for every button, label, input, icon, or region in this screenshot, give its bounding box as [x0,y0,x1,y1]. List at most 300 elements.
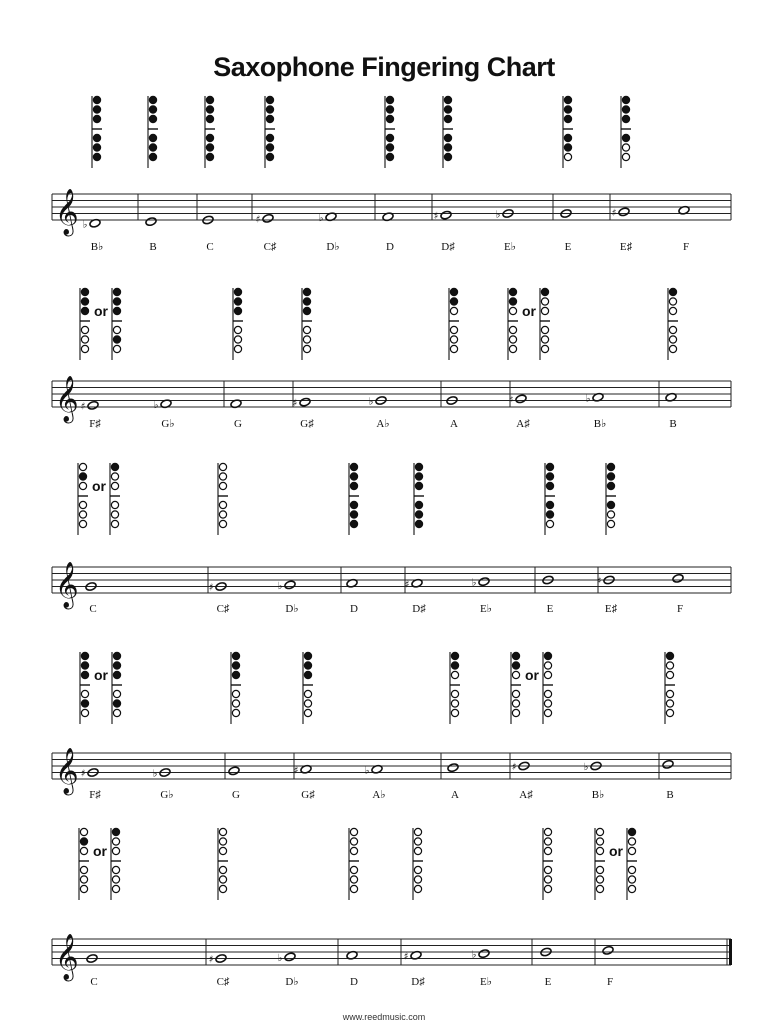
tone-hole [546,473,553,480]
flat-sign-icon: ♭ [585,393,591,405]
tone-hole [666,652,673,659]
tone-hole [509,326,516,333]
tone-hole [81,671,88,678]
tone-hole [350,838,357,845]
note-label: F♯ [89,789,101,801]
tone-hole [386,153,393,160]
flat-sign-icon: ♭ [152,768,158,780]
tone-hole [234,298,241,305]
tone-hole [544,700,551,707]
tone-hole [219,866,226,873]
tone-hole [81,652,88,659]
tone-hole [541,345,548,352]
note-label: E♭ [504,241,516,253]
whole-note [145,217,157,227]
tone-hole [113,336,120,343]
tone-hole [350,501,357,508]
tone-hole [386,134,393,141]
tone-hole [93,115,100,122]
tone-hole [219,885,226,892]
tone-hole [564,115,571,122]
tone-hole [512,652,519,659]
tone-hole [219,520,226,527]
tone-hole [596,885,603,892]
tone-hole [219,511,226,518]
tone-hole [112,885,119,892]
tone-hole [544,828,551,835]
tone-hole [628,876,635,883]
flat-sign-icon: ♭ [368,396,374,408]
whole-note [672,574,684,584]
tone-hole [541,336,548,343]
note-label: E [544,976,552,988]
tone-hole [234,307,241,314]
tone-hole [512,690,519,697]
tone-hole [414,847,421,854]
staff-row [52,463,731,615]
sharp-sign-icon: ♯ [208,582,214,594]
tone-hole [149,115,156,122]
tone-hole [81,690,88,697]
tone-hole [79,511,86,518]
tone-hole [509,288,516,295]
tone-hole [350,828,357,835]
tone-hole [415,520,422,527]
fingering-diagram [443,96,453,168]
tone-hole [81,288,88,295]
tone-hole [544,709,551,716]
tone-hole [113,326,120,333]
tone-hole [622,115,629,122]
tone-hole [666,690,673,697]
tone-hole [546,463,553,470]
note-label: G♭ [160,789,174,801]
whole-note [478,577,490,587]
tone-hole [607,511,614,518]
note-label: E♯ [604,603,618,615]
tone-hole [80,885,87,892]
tone-hole [112,847,119,854]
tone-hole [219,463,226,470]
or-label: or [92,478,106,494]
note-label: A♯ [519,789,533,801]
tone-hole [350,511,357,518]
or-label: or [94,303,108,319]
tone-hole [628,847,635,854]
tone-hole [544,885,551,892]
tone-hole [93,96,100,103]
tone-hole [303,298,310,305]
tone-hole [444,153,451,160]
tone-hole [415,482,422,489]
fingering-diagram [148,96,158,168]
page-title: Saxophone Fingering Chart [213,52,555,82]
tone-hole [544,866,551,873]
tone-hole [414,876,421,883]
tone-hole [93,106,100,113]
tone-hole [112,828,119,835]
fingering-diagram [450,652,460,724]
note-label: F [676,603,684,615]
tone-hole [113,652,120,659]
staff-row [52,96,731,253]
note-label: A [450,418,458,430]
note-label: B [666,789,674,801]
fingering-diagram [511,652,521,724]
tone-hole [628,885,635,892]
tone-hole [541,288,548,295]
tone-hole [669,345,676,352]
tone-hole [79,473,86,480]
treble-clef-icon: 𝄞 [55,934,79,980]
tone-hole [414,828,421,835]
tone-hole [622,96,629,103]
note-label: G♯ [300,418,314,430]
fingering-diagram [385,96,395,168]
note-label: E♯ [619,241,633,253]
note-label: G♯ [301,789,315,801]
whole-note [478,949,490,959]
tone-hole [415,463,422,470]
tone-hole [512,662,519,669]
note-label: A [451,789,459,801]
tone-hole [113,709,120,716]
tone-hole [304,662,311,669]
or-label: or [609,843,623,859]
sharp-sign-icon: ♯ [292,398,298,410]
tone-hole [232,652,239,659]
tone-hole [149,106,156,113]
tone-hole [206,96,213,103]
tone-hole [509,345,516,352]
treble-clef-icon: 𝄞 [55,748,79,794]
flat-sign-icon: ♭ [277,952,283,964]
tone-hole [219,501,226,508]
tone-hole [596,828,603,835]
footer-url: www.reedmusic.com [342,1012,426,1022]
tone-hole [444,106,451,113]
fingering-diagram [449,288,459,360]
tone-hole [111,511,118,518]
tone-hole [666,709,673,716]
flat-sign-icon: ♭ [153,399,159,411]
tone-hole [544,838,551,845]
tone-hole [93,153,100,160]
tone-hole [80,828,87,835]
tone-hole [596,866,603,873]
tone-hole [669,307,676,314]
tone-hole [386,106,393,113]
tone-hole [304,690,311,697]
note-label: C [89,603,97,615]
note-label: D♯ [441,241,455,253]
note-label: C [206,241,214,253]
tone-hole [451,652,458,659]
tone-hole [509,307,516,314]
fingering-diagram [545,463,555,535]
tone-hole [232,690,239,697]
tone-hole [234,326,241,333]
tone-hole [564,144,571,151]
or-label: or [522,303,536,319]
tone-hole [206,106,213,113]
tone-hole [113,662,120,669]
tone-hole [350,876,357,883]
tone-hole [450,326,457,333]
tone-hole [444,134,451,141]
fingering-diagram [92,96,102,168]
whole-note [299,397,311,407]
whole-note [262,214,274,224]
flat-sign-icon: ♭ [364,765,370,777]
fingering-diagram [80,652,90,724]
tone-hole [415,473,422,480]
tone-hole [544,847,551,854]
fingering-diagram [111,828,121,900]
tone-hole [669,326,676,333]
tone-hole [607,501,614,508]
whole-note [228,766,240,776]
tone-hole [81,700,88,707]
tone-hole [546,501,553,508]
note-label: B♭ [591,789,605,801]
tone-hole [544,652,551,659]
tone-hole [111,473,118,480]
fingering-diagram [218,463,228,535]
tone-hole [206,153,213,160]
tone-hole [304,709,311,716]
tone-hole [266,153,273,160]
tone-hole [303,345,310,352]
whole-note [87,401,99,411]
fingering-diagram [540,288,550,360]
flat-sign-icon: ♭ [495,209,501,221]
note-label: G♭ [161,418,175,430]
note-label: G [234,418,242,430]
tone-hole [113,345,120,352]
tone-hole [113,671,120,678]
fingering-diagram [231,652,241,724]
tone-hole [79,501,86,508]
tone-hole [450,307,457,314]
tone-hole [596,838,603,845]
tone-hole [234,336,241,343]
tone-hole [266,106,273,113]
fingering-diagram [414,463,424,535]
tone-hole [666,700,673,707]
whole-note [284,952,296,962]
note-label: C♯ [216,976,230,988]
note-label: A♭ [376,418,390,430]
note-label: D♭ [326,241,340,253]
tone-hole [111,482,118,489]
tone-hole [546,511,553,518]
tone-hole [607,520,614,527]
tone-hole [666,671,673,678]
tone-hole [444,96,451,103]
note-label: B [149,241,157,253]
tone-hole [512,700,519,707]
tone-hole [304,700,311,707]
tone-hole [628,828,635,835]
tone-hole [206,115,213,122]
tone-hole [622,134,629,141]
tone-hole [113,690,120,697]
whole-note [515,394,527,404]
tone-hole [206,144,213,151]
tone-hole [81,662,88,669]
tone-hole [266,115,273,122]
tone-hole [546,520,553,527]
sharp-sign-icon: ♯ [433,211,439,223]
whole-note [284,580,296,590]
flat-sign-icon: ♭ [277,580,283,592]
note-label: A♭ [372,789,386,801]
tone-hole [669,288,676,295]
tone-hole [564,106,571,113]
fingering-diagram [265,96,275,168]
note-label: B♭ [90,241,104,253]
note-label: B♭ [593,418,607,430]
tone-hole [81,709,88,716]
tone-hole [607,473,614,480]
tone-hole [451,700,458,707]
tone-hole [350,482,357,489]
sharp-sign-icon: ♯ [293,765,299,777]
fingering-diagram [413,828,423,900]
tone-hole [607,463,614,470]
note-label: D♯ [411,976,425,988]
tone-hole [111,520,118,527]
tone-hole [81,298,88,305]
tone-hole [93,134,100,141]
tone-hole [113,288,120,295]
tone-hole [234,345,241,352]
fingering-diagram [110,463,120,535]
note-label: D [386,241,394,253]
staff-row [52,288,731,430]
tone-hole [509,336,516,343]
tone-hole [350,866,357,873]
tone-hole [607,482,614,489]
tone-hole [596,876,603,883]
tone-hole [451,671,458,678]
tone-hole [232,709,239,716]
tone-hole [628,866,635,873]
tone-hole [303,288,310,295]
tone-hole [113,700,120,707]
note-label: C♯ [263,241,277,253]
tone-hole [541,298,548,305]
sharp-sign-icon: ♯ [511,762,517,773]
note-label: E [546,603,554,615]
tone-hole [112,866,119,873]
tone-hole [304,652,311,659]
sharp-sign-icon: ♯ [255,214,261,226]
note-label: A♯ [516,418,530,430]
tone-hole [81,326,88,333]
tone-hole [509,298,516,305]
tone-hole [669,298,676,305]
note-label: F [682,241,690,253]
final-barline-thick [729,939,732,965]
tone-hole [564,134,571,141]
tone-hole [544,671,551,678]
tone-hole [622,106,629,113]
tone-hole [266,96,273,103]
tone-hole [444,115,451,122]
sharp-sign-icon: ♯ [508,394,514,406]
note-label: F [606,976,614,988]
sharp-sign-icon: ♯ [611,207,617,219]
flat-sign-icon: ♭ [82,219,88,231]
note-label: C [90,976,98,988]
tone-hole [546,482,553,489]
tone-hole [350,520,357,527]
tone-hole [564,153,571,160]
tone-hole [266,144,273,151]
fingering-diagram [563,96,573,168]
whole-note [618,207,630,217]
treble-clef-icon: 𝄞 [55,562,79,608]
tone-hole [219,473,226,480]
fingering-diagram [218,828,228,900]
treble-clef-icon: 𝄞 [55,376,79,422]
tone-hole [80,866,87,873]
note-label: D♭ [285,976,299,988]
whole-note [602,946,614,956]
or-label: or [525,667,539,683]
tone-hole [564,96,571,103]
sharp-sign-icon: ♯ [596,576,602,587]
tone-hole [669,336,676,343]
fingering-diagram [302,288,312,360]
note-label: D♯ [412,603,426,615]
tone-hole [386,96,393,103]
note-label: E [564,241,572,253]
tone-hole [386,144,393,151]
tone-hole [622,153,629,160]
tone-hole [219,828,226,835]
or-label: or [94,667,108,683]
tone-hole [541,326,548,333]
fingering-diagram [595,828,605,900]
fingering-diagram [621,96,631,168]
sharp-sign-icon: ♯ [80,768,86,780]
fingering-diagram [606,463,616,535]
tone-hole [414,885,421,892]
tone-hole [450,336,457,343]
note-label: C♯ [216,603,230,615]
tone-hole [232,700,239,707]
note-label: B [669,418,677,430]
tone-hole [350,473,357,480]
tone-hole [112,876,119,883]
sharp-sign-icon: ♯ [80,401,86,413]
tone-hole [111,501,118,508]
whole-note [440,210,452,220]
tone-hole [79,482,86,489]
tone-hole [450,345,457,352]
tone-hole [544,876,551,883]
tone-hole [596,847,603,854]
tone-hole [451,690,458,697]
note-label: E♭ [480,603,492,615]
tone-hole [386,115,393,122]
fingering-diagram [205,96,215,168]
tone-hole [113,307,120,314]
tone-hole [414,866,421,873]
